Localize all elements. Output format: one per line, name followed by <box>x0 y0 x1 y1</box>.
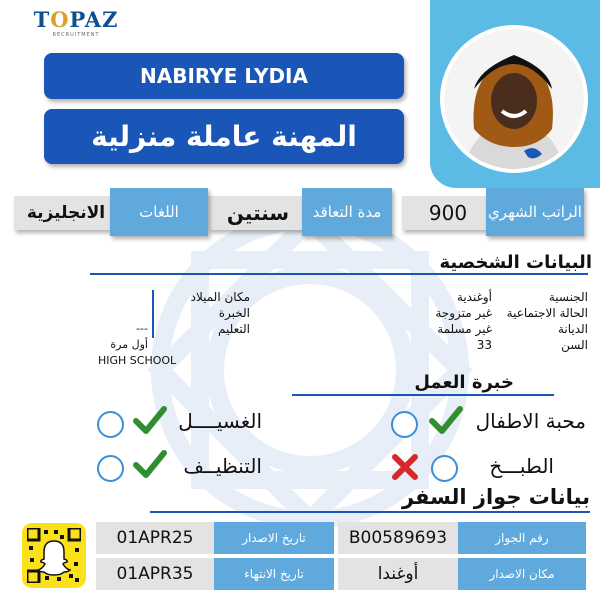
skill-label-childcare: محبة الاطفال <box>475 409 586 433</box>
section-divider <box>150 511 590 513</box>
skill-label-cleaning: التنظيــف <box>183 454 262 478</box>
personal-values-right: أوغندية غير متزوجة غير مسلمة 33 <box>435 290 492 352</box>
personal-data-title: البيانات الشخصية <box>439 252 592 273</box>
passport-data-title: بيانات جواز السفر <box>401 485 590 509</box>
issue-place-value: أوغندا <box>338 558 458 590</box>
check-icon <box>429 405 463 435</box>
skill-status-circle <box>97 411 124 438</box>
passport-number-value: B00589693 <box>338 522 458 554</box>
contract-duration-label: مدة التعاقد <box>302 188 392 236</box>
salary-label: الراتب الشهري <box>486 188 584 236</box>
company-logo: TOPAZ RECRUITMENT <box>33 7 119 38</box>
skill-status-circle <box>97 455 124 482</box>
skill-label-cooking: الطبـــخ <box>489 454 554 478</box>
issue-date-label: تاريخ الاصدار <box>214 522 334 554</box>
qr-code-icon[interactable] <box>22 523 86 588</box>
languages-value: الانجليزية <box>14 196 118 230</box>
section-divider <box>90 273 588 275</box>
languages-label: اللغات <box>110 188 208 236</box>
check-icon <box>133 449 167 479</box>
salary-value: 900 <box>402 196 494 230</box>
expiry-date-value: 01APR35 <box>96 558 214 590</box>
passport-number-label: رقم الجواز <box>458 522 586 554</box>
contract-duration-value: سنتين <box>208 196 308 230</box>
candidate-name: NABIRYE LYDIA <box>44 53 404 99</box>
personal-labels-right: الجنسية الحالة الاجتماعية الديانة السن <box>506 290 588 352</box>
check-icon <box>133 405 167 435</box>
skill-label-washing: الغسيــــل <box>178 409 262 433</box>
skill-status-circle <box>431 455 458 482</box>
cross-icon <box>388 452 422 482</box>
issue-place-label: مكان الاصدار <box>458 558 586 590</box>
issue-date-value: 01APR25 <box>96 522 214 554</box>
expiry-date-label: تاريخ الانتهاء <box>214 558 334 590</box>
job-title: المهنة عاملة منزلية <box>44 109 404 164</box>
work-experience-title: خبرة العمل <box>414 372 514 393</box>
skill-status-circle <box>391 411 418 438</box>
column-divider <box>152 290 154 338</box>
personal-labels-left: مكان الميلاد الخبرة التعليم <box>190 290 250 336</box>
personal-values-left: --- أول مرة HIGH SCHOOL <box>98 322 177 367</box>
profile-photo <box>440 25 588 173</box>
section-divider <box>292 394 554 396</box>
